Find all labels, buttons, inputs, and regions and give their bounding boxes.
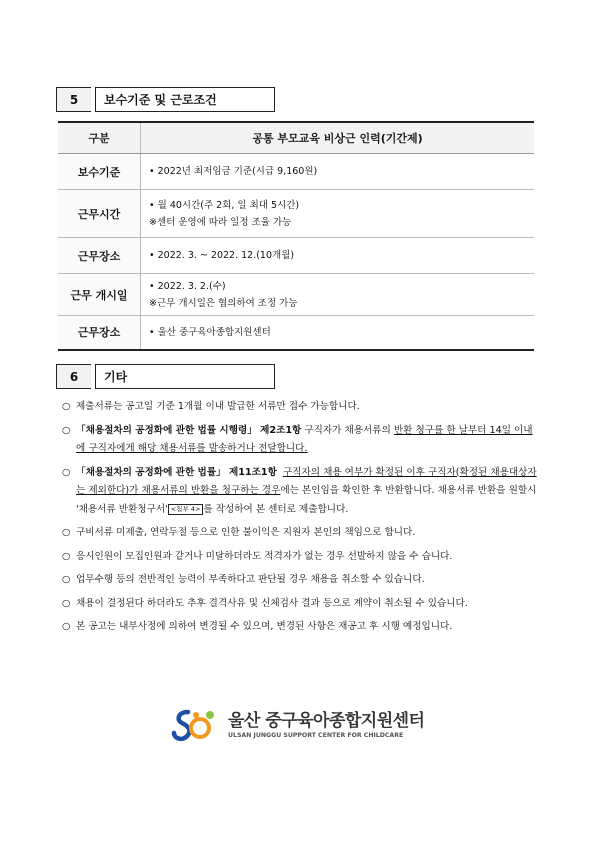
row-label: 근무장소 bbox=[58, 316, 141, 350]
row-value bbox=[141, 274, 535, 316]
row-value bbox=[141, 190, 535, 238]
row-label: 근무시간 bbox=[58, 190, 141, 238]
circle-bullet-icon: ○ bbox=[62, 597, 71, 609]
note-text: 를 작성하여 본 센터로 제출합니다. bbox=[203, 503, 349, 515]
row-value bbox=[141, 238, 535, 274]
circle-bullet-icon: ○ bbox=[62, 424, 71, 436]
note-text: 구비서류 미제출, 연락두절 등으로 인한 불이익은 지원자 본인의 책임으로 합니다. bbox=[76, 527, 416, 538]
list-item bbox=[62, 398, 540, 417]
row-value bbox=[141, 154, 535, 190]
section-title: 보수기준 및 근로조건 bbox=[95, 87, 275, 112]
center-emblem-icon bbox=[170, 706, 220, 746]
row-line: ※근무 개시일은 협의하여 조정 가능 bbox=[149, 297, 298, 309]
row-label: 근무 개시일 bbox=[58, 274, 141, 316]
table-row bbox=[58, 316, 534, 350]
circle-bullet-icon: ○ bbox=[62, 466, 71, 478]
circle-bullet-icon: ○ bbox=[62, 574, 71, 585]
logo-name-english: ULSAN JUNGGU SUPPORT CENTER FOR CHILDCARE bbox=[228, 732, 404, 739]
circle-bullet-icon: ○ bbox=[62, 527, 71, 538]
circle-bullet-icon: ○ bbox=[62, 621, 71, 632]
row-line: • 2022. 3. 2.(수) bbox=[149, 280, 226, 292]
list-item bbox=[62, 548, 540, 567]
row-line: • 2022년 최저임금 기준(시급 9,160원) bbox=[149, 166, 318, 177]
list-item bbox=[62, 571, 540, 590]
note-text: 본 공고는 내부사정에 의하여 변경될 수 있으며, 변경된 사항은 재공고 후 시행 예정입니다. bbox=[76, 621, 453, 632]
list-item bbox=[62, 524, 540, 543]
section-5-heading bbox=[56, 87, 275, 112]
note-text: 제출서류는 공고일 기준 1개월 이내 발급한 서류만 접수 가능합니다. bbox=[76, 401, 360, 412]
notes-list bbox=[62, 398, 540, 642]
row-label: 보수기준 bbox=[58, 154, 141, 190]
section-title: 기타 bbox=[95, 364, 275, 389]
law-reference: 「채용절차의 공정화에 관한 법률」 제11조1항 bbox=[76, 466, 277, 478]
attachment-tag: <첨부 4> bbox=[168, 504, 204, 515]
circle-bullet-icon: ○ bbox=[62, 550, 71, 562]
note-text: 업무수행 등의 전반적인 능력이 부족하다고 판단될 경우 채용을 취소할 수 있습니다. bbox=[76, 574, 425, 585]
row-line: • 2022. 3. ~ 2022. 12.(10개월) bbox=[149, 250, 295, 261]
header-label: 구분 bbox=[58, 122, 141, 154]
table-row bbox=[58, 274, 534, 316]
section-number: 6 bbox=[56, 364, 91, 389]
note-underlined-text: 반환 청구를 한 날부터 14일 이내에 구직자에게 해당 채용서류를 발송하거나 전달합니다. bbox=[76, 424, 533, 454]
section-6-heading bbox=[56, 364, 275, 389]
row-line: ※센터 운영에 따라 일정 조율 가능 bbox=[149, 216, 292, 228]
row-line: • 월 40시간(주 2회, 일 최대 5시간) bbox=[149, 199, 300, 211]
note-text: 채용이 결정된다 하더라도 추후 결격사유 및 신체검사 결과 등으로 계약이 취소될 수 있습니다. bbox=[76, 597, 468, 609]
list-item bbox=[62, 595, 540, 614]
note-text: 구직자가 채용서류의 bbox=[301, 424, 394, 436]
table-row bbox=[58, 238, 534, 274]
row-value bbox=[141, 316, 535, 350]
table-header-row bbox=[58, 122, 534, 154]
logo-text bbox=[228, 711, 424, 741]
note-text: 응시인원이 모집인원과 같거나 미달하더라도 적격자가 없는 경우 선발하지 않을 수 습니다. bbox=[76, 550, 453, 562]
section-number: 5 bbox=[56, 87, 91, 112]
logo-name-korean: 울산 중구육아종합지원센터 bbox=[228, 711, 425, 731]
header-value: 공통 부모교육 비상근 인력(기간제) bbox=[141, 122, 535, 154]
work-conditions-table bbox=[58, 121, 534, 351]
list-item bbox=[62, 422, 540, 459]
law-reference: 「채용절차의 공정화에 관한 법률 시행령」 제2조1항 bbox=[76, 424, 302, 436]
row-line: • 울산 중구육아종합지원센터 bbox=[149, 326, 271, 338]
list-item bbox=[62, 618, 540, 637]
center-logo bbox=[170, 706, 424, 746]
note-underlined-text: 구직자의 채용 여부가 확정된 이후 구직자(확정된 채용대상자는 제외한다)가 채용서류의 반환을 청구하는 경우 bbox=[76, 466, 537, 496]
row-label: 근무장소 bbox=[58, 238, 141, 274]
list-item bbox=[62, 464, 540, 520]
circle-bullet-icon: ○ bbox=[62, 401, 71, 412]
table-row bbox=[58, 154, 534, 190]
table-row bbox=[58, 190, 534, 238]
note-text: 에는 본인임을 확인한 후 반환합니다. 채용서류 반환을 원할시 '채용서류 반환청구서' bbox=[76, 485, 537, 515]
